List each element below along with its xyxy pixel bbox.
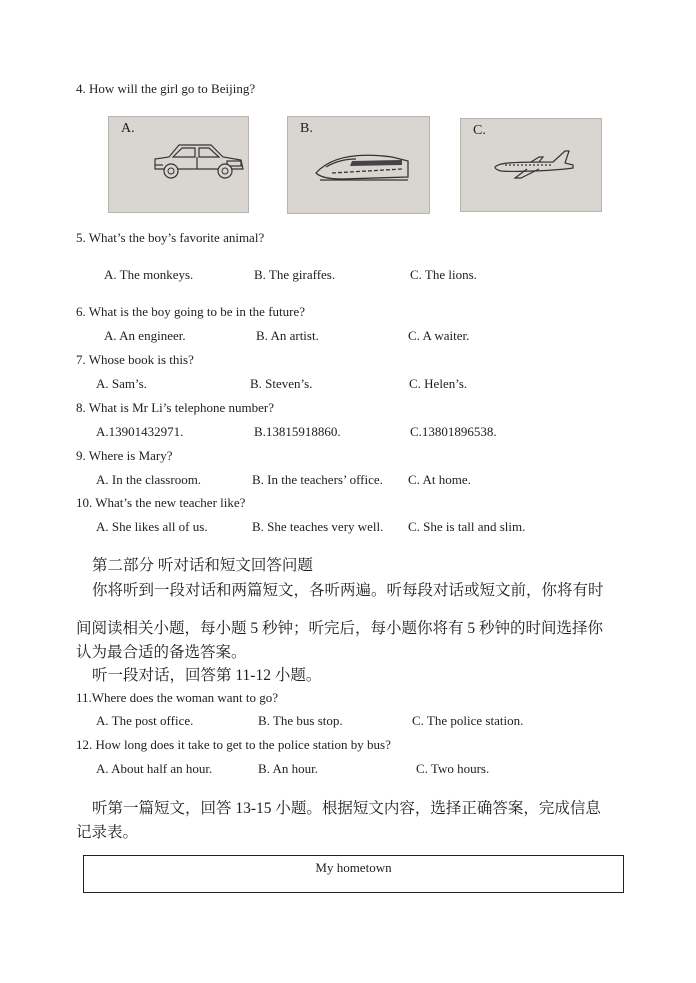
q8-option-c[interactable]: C.13801896538. [410,424,497,439]
q11-option-c[interactable]: C. The police station. [412,713,524,728]
part2-heading: 第二部分 听对话和短文回答问题 [92,557,313,574]
question-6: 6. What is the boy going to be in the future? [76,304,306,319]
q5-option-a[interactable]: A. The monkeys. [104,267,194,282]
part2-instruction-line3: 认为最合适的备选答案。 [76,644,247,661]
q5-option-c[interactable]: C. The lions. [410,267,477,282]
q7-option-a[interactable]: A. Sam’s. [96,376,147,391]
q6-option-c[interactable]: C. A waiter. [408,328,470,343]
info-record-table [83,855,624,893]
car-icon [149,135,249,185]
question-4: 4. How will the girl go to Beijing? [76,81,256,96]
part2-instruction-line1: 你将听到一段对话和两篇短文，各听两遍。听每段对话或短文前，你将有时 [92,582,604,599]
q12-option-c[interactable]: C. Two hours. [416,761,490,776]
passage-intro-line2: 记录表。 [76,824,139,841]
q9-option-a[interactable]: A. In the classroom. [96,472,202,487]
q6-option-a[interactable]: A. An engineer. [104,328,186,343]
part2-instruction-line2: 间阅读相关小题，每小题 5 秒钟；听完后，每小题你将有 5 秒钟的时间选择你 [76,620,604,637]
question-11: 11.Where does the woman want to go? [76,690,279,705]
q9-option-b[interactable]: B. In the teachers’ office. [252,472,383,487]
passage-intro-line1: 听第一篇短文，回答 13-15 小题。根据短文内容，选择正确答案，完成信息 [92,800,601,817]
picture-letter-a: A. [121,121,135,136]
question-12: 12. How long does it take to get to the police station by bus? [76,737,391,752]
airplane-icon [493,147,577,181]
q10-option-c[interactable]: C. She is tall and slim. [408,519,526,534]
q11-option-b[interactable]: B. The bus stop. [258,713,343,728]
q10-option-a[interactable]: A. She likes all of us. [96,519,208,534]
picture-letter-b: B. [300,121,313,136]
q12-option-b[interactable]: B. An hour. [258,761,318,776]
dialogue-intro: 听一段对话，回答第 11-12 小题。 [92,667,322,684]
question-9: 9. Where is Mary? [76,448,173,463]
q12-option-a[interactable]: A. About half an hour. [96,761,213,776]
q7-option-b[interactable]: B. Steven’s. [250,376,313,391]
q5-option-b[interactable]: B. The giraffes. [254,267,336,282]
picture-option-b[interactable] [287,116,430,214]
q8-option-b[interactable]: B.13815918860. [254,424,341,439]
q10-option-b[interactable]: B. She teaches very well. [252,519,384,534]
q7-option-c[interactable]: C. Helen’s. [409,376,468,391]
table-title: My hometown [315,860,392,875]
picture-letter-c: C. [473,123,486,138]
q6-option-b[interactable]: B. An artist. [256,328,319,343]
q9-option-c[interactable]: C. At home. [408,472,471,487]
question-8: 8. What is Mr Li’s telephone number? [76,400,274,415]
high-speed-train-icon [312,147,412,187]
question-7: 7. Whose book is this? [76,352,194,367]
question-10: 10. What’s the new teacher like? [76,495,246,510]
question-5: 5. What’s the boy’s favorite animal? [76,230,265,245]
picture-option-a[interactable] [108,116,249,213]
q11-option-a[interactable]: A. The post office. [96,713,194,728]
q8-option-a[interactable]: A.13901432971. [96,424,184,439]
picture-option-c[interactable] [460,118,602,212]
